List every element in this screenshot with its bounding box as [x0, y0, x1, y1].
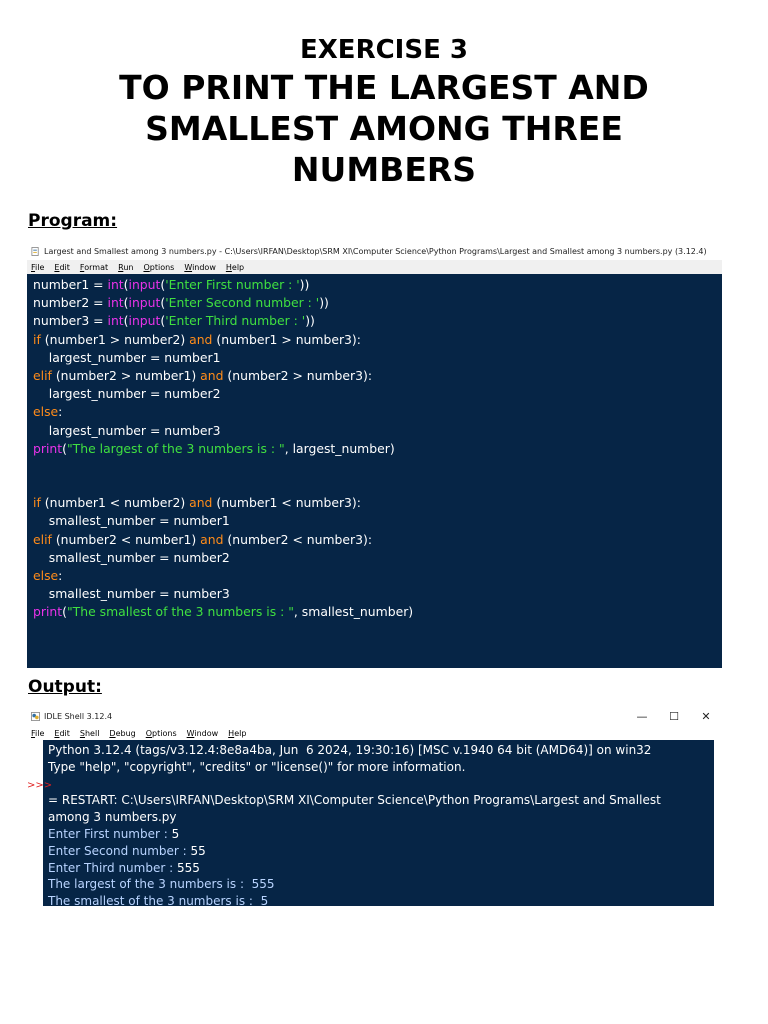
- python-shell-icon: [31, 712, 40, 721]
- shell-output[interactable]: [43, 740, 714, 906]
- code-line: else:: [33, 568, 63, 583]
- menu-run[interactable]: Run: [118, 262, 134, 272]
- shell-io-line: [43, 843, 714, 860]
- shell-menu-file[interactable]: File: [31, 728, 45, 738]
- program-label: Program:: [28, 211, 118, 231]
- code-line: [27, 476, 722, 494]
- code-line: smallest_number = number3: [33, 586, 230, 602]
- editor-menubar: [27, 260, 722, 274]
- output-label: Output:: [28, 677, 102, 697]
- shell-menu-help[interactable]: Help: [228, 728, 247, 738]
- menu-format[interactable]: Format: [79, 262, 109, 272]
- code-line: largest_number = number2: [33, 386, 221, 402]
- shell-window: [27, 706, 722, 906]
- title-line-1: TO PRINT THE LARGEST AND: [119, 68, 649, 107]
- menu-window[interactable]: Window: [184, 262, 216, 272]
- shell-title: IDLE Shell 3.12.4: [44, 711, 113, 721]
- shell-prompt-symbol: >>>: [27, 780, 53, 791]
- io-prompt: The largest of the 3 numbers is :: [48, 877, 252, 892]
- io-prompt: Enter Third number :: [48, 860, 177, 875]
- code-line: elif (number2 < number1) and (number2 < number3):: [33, 531, 373, 547]
- minimize-icon[interactable]: —: [636, 709, 648, 723]
- menu-edit[interactable]: Edit: [54, 262, 70, 272]
- shell-menu-options[interactable]: Options: [145, 728, 177, 738]
- shell-menubar: [27, 726, 722, 740]
- page-title: [0, 67, 768, 190]
- code-line: [27, 458, 722, 476]
- code-line: number1 = int(input('Enter First number : ')): [33, 277, 310, 292]
- shell-io-line: [43, 860, 714, 877]
- shell-line: [43, 776, 714, 793]
- code-line: else:: [33, 404, 63, 420]
- page-header: [0, 34, 768, 190]
- code-line: if (number1 > number2) and (number1 > number3):: [33, 331, 361, 347]
- maximize-icon[interactable]: ☐: [669, 709, 679, 723]
- shell-menu-window[interactable]: Window: [186, 728, 219, 738]
- menu-file[interactable]: File: [31, 262, 45, 272]
- shell-titlebar: [27, 706, 722, 726]
- shell-line: among 3 numbers.py: [48, 810, 177, 825]
- shell-gutter: [27, 740, 53, 906]
- code-line: number2 = int(input('Enter Second number : ')): [33, 295, 329, 311]
- shell-menu-debug[interactable]: Debug: [109, 728, 136, 738]
- shell-io-line: [43, 826, 714, 843]
- editor-title: Largest and Smallest among 3 numbers.py - C:\Users\IRFAN\Desktop\SRM XI\Computer Science\Python Programs\Largest and Smallest among 3 numbers.py (3.12.4): [44, 246, 707, 256]
- title-line-3: NUMBERS: [291, 150, 477, 189]
- code-line: print("The smallest of the 3 numbers is : ", smallest_number): [33, 604, 414, 620]
- shell-io-line: [43, 893, 714, 906]
- shell-menu-edit[interactable]: Edit: [54, 728, 70, 738]
- code-line: if (number1 < number2) and (number1 < number3):: [33, 495, 361, 511]
- editor-titlebar: [27, 242, 722, 260]
- menu-options[interactable]: Options: [143, 262, 175, 272]
- io-value: 555: [251, 877, 275, 892]
- menu-help[interactable]: Help: [225, 262, 245, 272]
- io-value: 5: [260, 894, 269, 906]
- title-line-2: SMALLEST AMONG THREE: [145, 109, 623, 148]
- io-value: 555: [176, 860, 200, 875]
- window-controls: [626, 710, 722, 723]
- shell-scrollbar[interactable]: [714, 740, 722, 906]
- code-line: elif (number2 > number1) and (number2 > number3):: [33, 367, 373, 383]
- code-line: number3 = int(input('Enter Third number : ')): [33, 313, 315, 329]
- shell-line: Type "help", "copyright", "credits" or "license()" for more information.: [48, 759, 466, 774]
- code-line: smallest_number = number1: [33, 513, 230, 529]
- io-value: 5: [171, 826, 180, 841]
- code-line: print("The largest of the 3 numbers is : ", largest_number): [33, 440, 395, 456]
- python-file-icon: [31, 247, 40, 256]
- io-value: 55: [190, 843, 206, 858]
- editor-window: [27, 242, 722, 668]
- io-prompt: Enter First number :: [48, 826, 172, 841]
- code-line: smallest_number = number2: [33, 549, 230, 565]
- close-icon[interactable]: ✕: [701, 709, 711, 723]
- shell-body: [27, 740, 722, 906]
- code-line: largest_number = number1: [33, 349, 221, 365]
- shell-menu-shell[interactable]: Shell: [79, 728, 100, 738]
- code-editor[interactable]: [27, 274, 722, 668]
- exercise-title: EXERCISE 3: [300, 35, 468, 65]
- code-line: largest_number = number3: [33, 422, 221, 438]
- shell-io-line: [43, 876, 714, 893]
- shell-line: Python 3.12.4 (tags/v3.12.4:8e8a4ba, Jun 6 2024, 19:30:16) [MSC v.1940 64 bit (AMD64)] on win32: [48, 743, 652, 757]
- io-prompt: Enter Second number :: [48, 843, 191, 858]
- io-prompt: The smallest of the 3 numbers is :: [48, 894, 261, 906]
- shell-line: = RESTART: C:\Users\IRFAN\Desktop\SRM XI\Computer Science\Python Programs\Largest and Smallest: [48, 793, 661, 808]
